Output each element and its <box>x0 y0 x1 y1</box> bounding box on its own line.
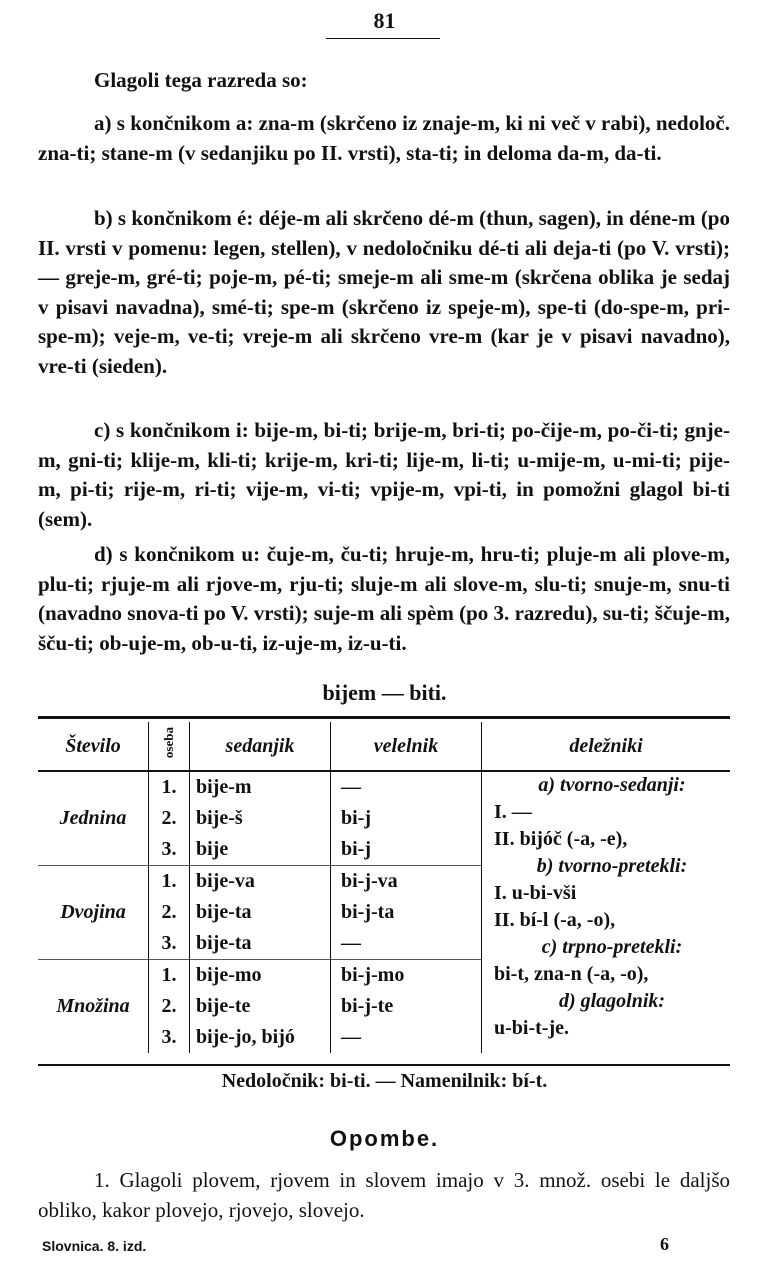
sedanjik-cell: bije-jo, bijó <box>190 1022 331 1053</box>
table-title: bijem — biti. <box>322 680 447 705</box>
oseba-cell: 3. <box>149 834 190 866</box>
delezniki-cell <box>482 771 731 1053</box>
header-oseba-label: oseba <box>161 727 176 759</box>
sedanjik-cell: bije-š <box>190 803 331 834</box>
velelnik-cell: bi-j <box>331 803 482 834</box>
sedanjik-cell: bije-te <box>190 991 331 1022</box>
oseba-cell: 1. <box>149 866 190 898</box>
sedanjik-cell: bije-va <box>190 866 331 898</box>
table-body <box>38 771 730 1053</box>
oseba-cell: 2. <box>149 803 190 834</box>
opombe-title: Opombe. <box>329 1126 440 1151</box>
deleznik-line: II. bijóč (-a, -e), <box>494 828 628 850</box>
oseba-cell: 3. <box>149 1022 190 1053</box>
paragraph-c: c) s končnikom i: bije-m, bi-ti; brije-m, bri-ti; po-čije-m, po-či-ti; gnje-m, gni-ti; klije-m, kli-ti; krije-m, kri-ti; lije-m, li-ti; u-mije-m, u-mi-ti; pije-m, pi-ti; rije-m, ri-ti; vije-m, vi-ti; vpije-m, vpi-ti, in pomožni glagol bi-ti (sem). <box>38 418 730 531</box>
intro-text: Glagoli tega razreda so: <box>94 68 308 92</box>
header-velelnik: velelnik <box>331 722 482 771</box>
table-row <box>38 771 730 803</box>
velelnik-cell: — <box>331 1022 482 1053</box>
page-number-rule <box>326 38 440 39</box>
table-bottom-rule <box>38 1064 730 1066</box>
deleznik-line: b) tvorno-pretekli: <box>536 855 688 877</box>
deleznik-line: bi-t, zna-n (-a, -o), <box>494 963 649 985</box>
table-header-row <box>38 722 730 771</box>
velelnik-cell: bi-j-ta <box>331 897 482 928</box>
velelnik-cell: bi-j <box>331 834 482 866</box>
table-top-rule <box>38 716 730 719</box>
page-number: 81 <box>373 8 396 33</box>
sedanjik-cell: bije <box>190 834 331 866</box>
oseba-cell: 2. <box>149 991 190 1022</box>
oseba-cell: 1. <box>149 771 190 803</box>
deleznik-line: II. bí-l (-a, -o), <box>494 909 616 931</box>
header-sedanjik: sedanjik <box>190 722 331 771</box>
header-oseba <box>149 722 190 771</box>
paragraph-a: a) s končnikom a: zna-m (skrčeno iz znaje-m, ki ni več v rabi), nedoloč. zna-ti; stane-m (v sedanjiku po II. vrsti), sta-ti; in deloma da-m, da-ti. <box>38 111 730 165</box>
deleznik-line: d) glagolnik: <box>558 990 666 1012</box>
sedanjik-cell: bije-ta <box>190 897 331 928</box>
paragraph-d: d) s končnikom u: čuje-m, ču-ti; hruje-m, hru-ti; pluje-m ali plove-m, plu-ti; rjuje-m ali rjove-m, rju-ti; sluje-m ali slove-m, slu-ti; snuje-m, snu-ti (navadno snova-ti po V. vrsti); suje-m ali spèm (po 3. razredu), su-ti; ščuje-m, šču-ti; ob-uje-m, ob-u-ti, iz-uje-m, iz-u-ti. <box>38 542 730 655</box>
oseba-cell: 3. <box>149 928 190 960</box>
sedanjik-cell: bije-mo <box>190 960 331 992</box>
footer-sheet-number: 6 <box>660 1234 669 1254</box>
velelnik-cell: — <box>331 928 482 960</box>
stevilo-cell: Dvojina <box>38 866 149 960</box>
velelnik-cell: bi-j-te <box>331 991 482 1022</box>
sedanjik-cell: bije-ta <box>190 928 331 960</box>
opombe-text: 1. Glagoli plovem, rjovem in slovem imajo v 3. množ. osebi le daljšo obliko, kakor plovejo, rjovejo, slovejo. <box>38 1168 730 1222</box>
deleznik-line: I. — <box>494 801 532 823</box>
velelnik-cell: — <box>331 771 482 803</box>
nedolocnik-line: Nedoločnik: bi-ti. — Namenilnik: bí-t. <box>221 1070 548 1092</box>
oseba-cell: 2. <box>149 897 190 928</box>
deleznik-line: u-bi-t-je. <box>494 1017 569 1039</box>
header-stevilo: Število <box>38 722 149 771</box>
stevilo-cell: Jednina <box>59 807 127 829</box>
deleznik-line: I. u-bi-vši <box>494 882 577 904</box>
paragraph-b: b) s končnikom é: déje-m ali skrčeno dé-m (thun, sagen), in déne-m (po II. vrsti v pomenu: legen, stellen), v nedoločniku dé-ti ali deja-ti (po V. vrsti); — greje-m, gré-ti; poje-m, pé-ti; smeje-m ali sme-m (skrčena oblika je sedaj v pisavi navadna), smé-ti; spe-m (skrčeno iz speje-m), spe-ti (do-spe-m, pri-spe-m); veje-m, ve-ti; vreje-m ali skrčeno vre-m (kar je v pisavi navadno), vre-ti (sieden). <box>38 206 730 378</box>
header-delezniki: deležniki <box>482 722 731 771</box>
stevilo-cell: Množina <box>38 960 149 1054</box>
velelnik-cell: bi-j-va <box>331 866 482 898</box>
deleznik-line: c) trpno-pretekli: <box>541 936 683 958</box>
deleznik-line: a) tvorno-sedanji: <box>538 774 686 796</box>
conjugation-table <box>38 722 730 1053</box>
oseba-cell: 1. <box>149 960 190 992</box>
sedanjik-cell: bije-m <box>190 771 331 803</box>
footer-signature: Slovnica. 8. izd. <box>42 1238 147 1254</box>
velelnik-cell: bi-j-mo <box>331 960 482 992</box>
